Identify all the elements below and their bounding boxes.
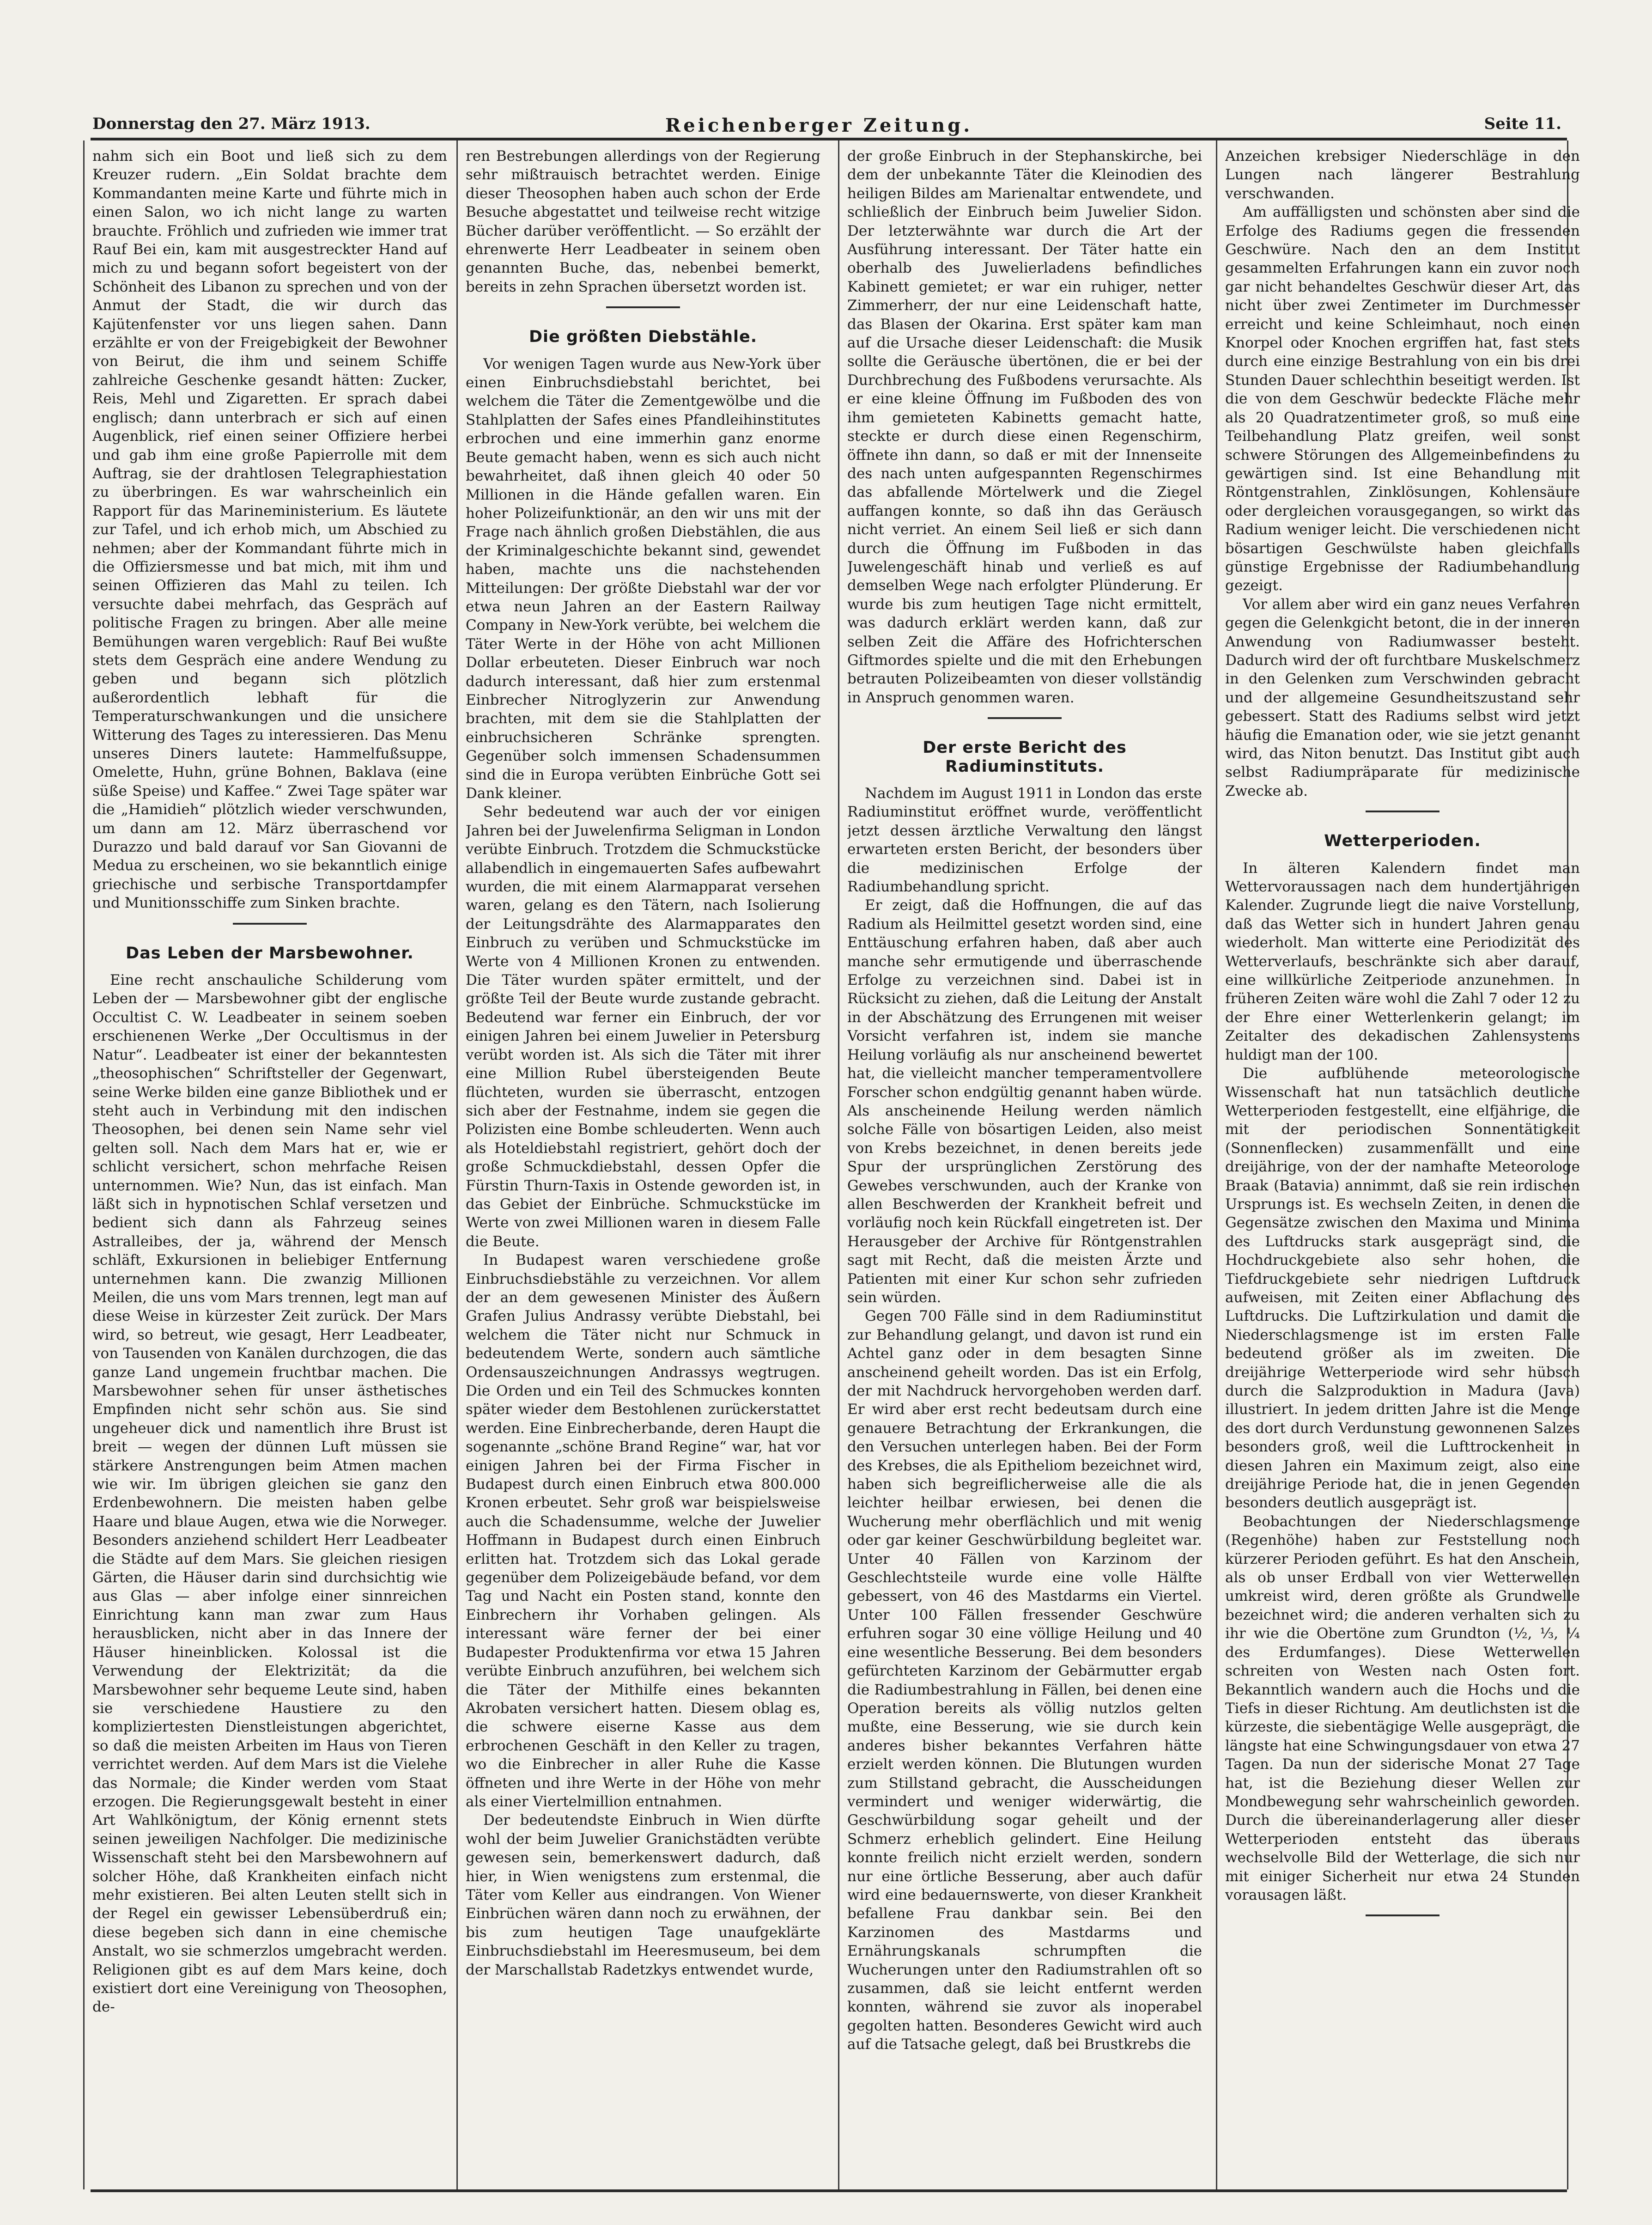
article-text: Anzeichen krebsiger Niederschläge in den Lungen nach längerer Bestrahlung verschwanden. xyxy=(1225,148,1580,202)
article-text: ren Bestrebungen allerdings von der Regierung sehr mißtrauisch betrachtet werden. Einige dieser Theosophen haben auch schon der Erde Besuche abgestattet und teilweise recht witzige Bücher darüber veröffentlicht. — So erzählt der ehrenwerte Herr Leadbeater in seinem oben genannten Buche, das, nebenbei bemerkt, bereits in zehn Sprachen übersetzt worden ist. xyxy=(466,148,820,295)
article-separator xyxy=(606,306,680,308)
article-text: In älteren Kalendern findet man Wettervoraussagen nach dem hundertjährigen Kalender. Zugrunde liegt die naive Vorstellung, daß das Wetter sich in hundert Jahren genau wiederholt. Man witterte eine Periodizität des Wetterverlaufs, beschränkte sich aber darauf, eine willkürliche Zeitperiode anzunehmen. In früheren Zeiten wäre wohl die Zahl 7 oder 12 zu der Ehre einer Wetterlenkerin gelangt; im Zeitalter des dekadischen Zahlensystems huldigt man der 100. xyxy=(1225,860,1580,1063)
column-1 xyxy=(92,147,447,2180)
column-rule-3 xyxy=(1216,140,1217,2189)
article-separator xyxy=(988,717,1062,719)
article-text: Am auffälligsten und schönsten aber sind die Erfolge des Radiums gegen die fressenden Geschwüre. Nach den an dem Institut gesammelten Erfahrungen kann ein zuvor noch gar nicht behandeltes Geschwür dieser Art, das nicht über zwei Zentimeter im Durchmesser erreicht und keine Schleimhaut, noch einen Knorpel oder Knochen ergriffen hat, fast stets durch eine einzige Bestrahlung von ein bis drei Stunden Dauer schlechthin beseitigt werden. Ist die von dem Geschwür bedeckte Fläche mehr als 20 Quadratzentimeter groß, so muß eine Teilbehandlung Platz greifen, weil sonst schwere Störungen des Allgemeinbefindens zu gewärtigen sind. Ist eine Behandlung mit Röntgenstrahlen, Zinklösungen, Kohlensäure oder dergleichen vorausgegangen, so wirkt das Radium weniger leicht. Die verschiedenen nicht bösartigen Geschwülste haben gleichfalls günstige Ergebnisse der Radiumbehandlung gezeigt. xyxy=(1225,204,1580,594)
article-text: Gegen 700 Fälle sind in dem Radiuminstitut zur Behandlung gelangt, und davon ist rund ein Achtel ganz oder in dem besagten Sinne anscheinend geheilt worden. Das ist ein Erfolg, der mit Nachdruck hervorgehoben werden darf. Er wird aber erst recht bedeutsam durch eine genauere Betrachtung der Erkrankungen, die den Versuchen unterlegen haben. Bei der Form des Krebses, die als Epitheliom bezeichnet wird, haben sich begreiflicherweise alle die als leichter heilbar erwiesen, bei denen die Wucherung mehr oberflächlich und mit wenig oder gar keiner Geschwürbildung begleitet war. Unter 40 Fällen von Karzinom der Geschlechtsteile wurde eine volle Hälfte gebessert, von 46 des Mastdarms ein Viertel. Unter 100 Fällen fressender Geschwüre erfuhren sogar 30 eine völlige Heilung und 40 eine wesentliche Besserung. Bei dem besonders gefürchteten Karzinom der Gebärmutter ergab die Radiumbestrahlung in Fällen, bei denen eine Operation bereits als völlig nutzlos gelten mußte, eine Besserung, wie sie durch kein anderes bisher bekanntes Verfahren hätte erzielt werden können. Die Blutungen wurden zum Stillstand gebracht, die Ausscheidungen vermindert und weniger widerwärtig, die Geschwürbildung sogar geheilt und der Schmerz erheblich gelindert. Eine Heilung konnte freilich nicht erzielt werden, sondern nur eine örtliche Besserung, aber auch dafür wird eine bedauernswerte, von dieser Krankheit befallene Frau dankbar sein. Bei den Karzinomen des Mastdarms und Ernährungskanals schrumpften die Wucherungen unter den Radiumstrahlen oft so zusammen, daß sie leicht entfernt werden konnten, während sie zuvor als inoperabel gegolten hatten. Besonderes Gewicht wird auch auf die Tatsache gelegt, daß bei Brustkrebs die xyxy=(847,1308,1202,2053)
article-separator xyxy=(233,923,307,925)
article-text: Sehr bedeutend war auch der vor einigen Jahren bei der Juwelenfirma Seligman in London verübte Einbruch. Trotzdem die Schmuckstücke allabendlich in eingemauerten Safes aufbewahrt wurden, die mit einem Alarmapparat versehen waren, gelang es den Tätern, nach Isolierung der Leitungsdrähte des Alarmapparates den Einbruch zu verüben und Schmuckstücke im Werte von 4 Millionen Kronen zu entwenden. Die Täter wurden später ermittelt, und der größte Teil der Beute wurde zustande gebracht. Bedeutend war ferner ein Einbruch, der vor einigen Jahren bei einem Juwelier in Petersburg verübt worden ist. Als sich die Täter mit ihrer eine Million Rubel übersteigenden Beute flüchteten, wurden sie überrascht, entzogen sich aber der Festnahme, indem sie gegen die Polizisten eine Bombe schleuderten. Wenn auch als Hoteldiebstahl registriert, gehört doch der große Schmuckdiebstahl, dessen Opfer die Fürstin Thurn-Taxis in Ostende geworden ist, in das Gebiet der Einbrüche. Schmuckstücke im Werte von zwei Millionen waren in diesem Falle die Beute. xyxy=(466,804,820,1250)
footer-rule xyxy=(91,2189,1567,2192)
article-heading-mars: Das Leben der Marsbewohner. xyxy=(126,944,414,963)
article-text: Der bedeutendste Einbruch in Wien dürfte wohl der beim Juwelier Granichstädten verübte gewesen sein, bemerkenswert dadurch, daß hier, in Wien wenigstens zum erstenmal, die Täter vom Keller aus eindrangen. Von Wiener Einbrüchen wären dann noch zu erwähnen, der bis zum heutigen Tage unaufgeklärte Einbruchsdiebstahl im Heeresmuseum, bei dem der Marschallstab Radetzkys entwendet wurde, xyxy=(466,1812,820,1978)
article-text: Beobachtungen der Niederschlagsmenge (Regenhöhe) haben zur Feststellung noch kürzerer Perioden geführt. Es hat den Anschein, als ob unser Erdball von vier Wetterwellen umkreist wird, deren größte als Grundwelle bezeichnet wird; die anderen verhalten sich zu ihr wie die Obertöne zum Grundton (½, ⅓, ¼ des Erdumfanges). Diese Wetterwellen schreiten von Westen nach Osten fort. Bekanntlich wandern auch die Hochs und die Tiefs in dieser Richtung. Am deutlichsten ist die kürzeste, die siebentägige Welle ausgeprägt, die längste hat eine Schwingungsdauer von etwa 27 Tagen. Da nun der siderische Monat 27 Tage hat, ist die Beziehung dieser Wellen zur Mondbewegung sehr wahrscheinlich geworden. Durch die übereinanderlagerung aller dieser Wetterperioden entsteht das überaus wechselvolle Bild der Wetterlage, die sich nur mit einiger Sicherheit nur etwa 24 Stunden vorausagen läßt. xyxy=(1225,1513,1580,1903)
column-rule-2 xyxy=(838,140,839,2189)
issue-date: Donnerstag den 27. März 1913. xyxy=(92,115,370,133)
article-heading-wetter: Wetterperioden. xyxy=(1324,832,1481,851)
article-text: Vor allem aber wird ein ganz neues Verfahren gegen die Gelenkgicht betont, die in der inneren Anwendung von Radiumwasser besteht. Dadurch wird der oft furchtbare Muskelschmerz in den Gelenken zum Verschwinden gebracht und der allgemeine Gesundheitszustand sehr gebessert. Statt des Radiums selbst wird jetzt häufig die Emanation oder, wie sie jetzt genannt wird, das Niton benutzt. Das Institut gibt auch selbst Radiumpräparate für medizinische Zwecke ab. xyxy=(1225,596,1580,799)
article-text: In Budapest waren verschiedene große Einbruchsdiebstähle zu verzeichnen. Vor allem der an dem gewesenen Minister des Äußern Grafen Julius Andrassy verübte Diebstahl, bei welchem die Täter nicht nur Schmuck in bedeutendem Werte, sondern auch sämtliche Ordensauszeichnungen Andrassys wegtrugen. Die Orden und ein Teil des Schmuckes konnten später wieder dem Bestohlenen zurückerstattet werden. Eine Einbrecherbande, deren Haupt die sogenannte „schöne Brand Regine“ war, hat vor einigen Jahren bei der Firma Fischer in Budapest durch einen Einbruch etwa 800.000 Kronen erbeutet. Sehr groß war beispielsweise auch die Schadensumme, welche der Juwelier Hoffmann in Budapest durch einen Einbruch erlitten hat. Trotzdem sich das Lokal gerade gegenüber dem Polizeigebäude befand, vor dem Tag und Nacht ein Posten stand, konnte den Einbrechern ihr Vorhaben gelingen. Als interessant wäre ferner der bei einer Budapester Produktenfirma vor etwa 15 Jahren verübte Einbruch anzuführen, bei welchem sich die Täter der Mithilfe eines bekannten Akrobaten versichert hatten. Diesem oblag es, die schwere eiserne Kasse aus dem erbrochenen Geschäft in den Keller zu tragen, wo die Einbrecher in aller Ruhe die Kasse öffneten und ihre Werte in der Höhe von mehr als einer Viertelmillion entnahmen. xyxy=(466,1252,820,1810)
article-text: Vor wenigen Tagen wurde aus New-York über einen Einbruchsdiebstahl berichtet, bei welchem die Täter die Zementgewölbe und die Stahlplatten der Safes eines Pfandleihinstitutes erbrochen und eine immerhin ganz enorme Beute gemacht haben, wenn es sich auch nicht bewahrheitet, daß ihnen gleich 40 oder 50 Millionen in die Hände gefallen waren. Ein hoher Polizeifunktionär, an den wir uns mit der Frage nach ähnlich großen Diebstählen, die aus der Kriminalgeschichte bekannt sind, gewendet haben, machte uns die nachstehenden Mitteilungen: Der größte Diebstahl war der vor etwa neun Jahren an der Eastern Railway Company in New-York verübte, bei welchem die Täter Werte in der Höhe von acht Millionen Dollar erbeuteten. Dieser Einbruch war noch dadurch interessant, daß hier zum erstenmal Einbrecher Nitroglyzerin zur Anwendung brachten, mit dem sie die Stahlplatten der einbruchsicheren Schränke sprengten. Gegenüber solch immensen Schadensummen sind die in Europa verübten Einbrüche Gott sei Dank kleiner. xyxy=(466,355,820,802)
article-text: Die aufblühende meteorologische Wissenschaft hat nun tatsächlich deutliche Wetterperioden festgestellt, eine elfjährige, die mit der periodischen Sonnentätigkeit (Sonnenflecken) zusammenfällt und eine dreijährige, von der der namhafte Meteorologe Braak (Batavia) annimmt, daß sie rein irdischen Ursprungs ist. Es wechseln Zeiten, in denen die Gegensätze zwischen den Maxima und Minima des Luftdrucks stark ausgeprägt sind, die Hochdruckgebiete also sehr hohen, die Tiefdruckgebiete sehr niedrigen Luftdruck aufweisen, mit Zeiten einer Abflachung des Luftdrucks. Die Luftzirkulation und damit die Niederschlagsmenge ist im ersten Falle bedeutend größer als im zweiten. Die dreijährige Wetterperiode wird sehr hübsch durch die Salzproduktion in Madura (Java) illustriert. In jedem dritten Jahre ist die Menge des dort durch Verdunstung gewonnenen Salzes besonders groß, weil die Lufttrockenheit in diesen Jahren ein Maximum zeigt, also eine dreijährige Periode hat, die in jenen Gegenden besonders deutlich ausgeprägt ist. xyxy=(1225,1065,1580,1512)
article-text: nahm sich ein Boot und ließ sich zu dem Kreuzer rudern. „Ein Soldat brachte dem Kommandanten meine Karte und führte mich in einen Salon, wo ich nicht lange zu warten brauchte. Fröhlich und zufrieden wie immer trat Rauf Bei ein, kam mit ausgestreckter Hand auf mich zu und begann sofort begeistert von der Schönheit des Libanon zu sprechen und von der Anmut der Stadt, die wir durch das Kajütenfenster vor uns liegen sahen. Dann erzählte er von der Freigebigkeit der Bewohner von Beirut, die ihm und seinem Schiffe zahlreiche Geschenke gesandt hätten: Zucker, Reis, Mehl und Zigaretten. Er sprach dabei englisch; dann unterbrach er sich auf einen Augenblick, rief einen seiner Offiziere herbei und gab ihm eine große Papierrolle mit dem Auftrag, sie der drahtlosen Telegraphiestation zu überbringen. Es war wahrscheinlich ein Rapport für das Marineministerium. Es läutete zur Tafel, und ich erhob mich, um Abschied zu nehmen; aber der Kommandant führte mich in die Offiziersmesse und bat mich, mit ihm und seinen Offizieren das Mahl zu teilen. Ich versuchte dabei mehrfach, das Gespräch auf politische Fragen zu bringen. Aber alle meine Bemühungen waren vergeblich: Rauf Bei wußte stets dem Gespräch eine andere Wendung zu geben und begann sich plötzlich außerordentlich lebhaft für die Temperaturschwankungen und die unsichere Witterung des Tages zu interessieren. Das Menu unseres Diners lautete: Hammelfußsuppe, Omelette, Huhn, grüne Bohnen, Baklava (eine süße Speise) und Kaffee.“ Zwei Tage später war die „Hamidieh“ plötzlich wieder verschwunden, um dann am 12. März überraschend vor Durazzo und bald darauf vor San Giovanni de Medua zu erscheinen, wo sie bekanntlich einige griechische und serbische Transportdampfer und Munitionsschiffe zum Sinken brachte. xyxy=(92,148,447,912)
column-3 xyxy=(847,147,1202,2180)
article-separator xyxy=(1366,811,1439,812)
column-4 xyxy=(1225,147,1580,2180)
column-rule-left xyxy=(83,140,85,2189)
page-header xyxy=(92,115,1561,147)
article-heading-diebstaehle: Die größten Diebstähle. xyxy=(528,328,758,347)
column-rule-1 xyxy=(456,140,458,2189)
article-heading-radium: Der erste Bericht des Radiuminstituts. xyxy=(923,738,1127,776)
page-number: Seite 11. xyxy=(1484,115,1561,133)
column-2 xyxy=(466,147,820,2180)
article-text: Eine recht anschauliche Schilderung vom Leben der — Marsbewohner gibt der englische Occultist C. W. Leadbeater in seinem soeben erschienenen Werke „Der Occultismus in der Natur“. Leadbeater ist einer der bekanntesten „theosophischen“ Schriftsteller der Gegenwart, seine Werke bilden eine ganze Bibliothek und er steht auch in Verbindung mit den indischen Theosophen, bei denen sein Name sehr viel gelten soll. Nach dem Mars hat er, wie er schlicht versichert, schon mehrfache Reisen unternommen. Wie? Nun, das ist einfach. Man läßt sich in hypnotischen Schlaf versetzen und bedient sich dann als Fahrzeug seines Astralleibes, der ja, während der Mensch schläft, Exkursionen in beliebiger Entfernung unternehmen kann. Die zwanzig Millionen Meilen, die uns vom Mars trennen, legt man auf diese Weise in kürzester Zeit zurück. Der Mars wird, so betreut, wie gesagt, Herr Leadbeater, von Tausenden von Kanälen durchzogen, die das ganze Land ungemein fruchtbar machen. Die Marsbewohner sehen für unser ästhetisches Empfinden nicht sehr schön aus. Sie sind ungeheuer dick und namentlich ihre Brust ist breit — wegen der dünnen Luft müssen sie stärkere Anstrengungen beim Atmen machen wie wir. Im übrigen gleichen sie ganz den Erdenbewohnern. Die meisten haben gelbe Haare und blaue Augen, etwa wie die Norweger. Besonders anziehend schildert Herr Leadbeater die Städte auf dem Mars. Sie gleichen riesigen Gärten, die Häuser darin sind durchsichtig wie aus Glas — aber infolge einer sinnreichen Einrichtung kann man zwar zum Haus herausblicken, nicht aber in das Innere der Häuser hineinblicken. Kolossal ist die Verwendung der Elektrizität; da die Marsbewohner sehr bequeme Leute sind, haben sie verschiedene Haustiere zu den kompliziertesten Dienstleistungen abgerichtet, so daß die meisten Arbeiten im Haus von Tieren verrichtet werden. Auf dem Mars ist die Vielehe das Normale; die Kinder werden vom Staat erzogen. Die Regierungsgewalt besteht in einer Art Wahlkönigtum, der König ernennt stets seinen jeweiligen Nachfolger. Die medizinische Wissenschaft steht bei den Marsbewohnern auf solcher Höhe, daß Krankheiten einfach nicht mehr existieren. Bei alten Leuten stellt sich in der Regel ein gewisser Lebensüberdruß ein; diese begeben sich dann in eine chemische Anstalt, wo sie schmerzlos umgebracht werden. Religionen gibt es auf dem Mars keine, doch existiert dort eine Vereinigung von Theosophen, de- xyxy=(92,972,447,2016)
article-end-separator xyxy=(1366,1914,1439,1916)
article-text: der große Einbruch in der Stephanskirche, bei dem der unbekannte Täter die Kleinodien des heiligen Bildes am Marienaltar entwendete, und schließlich der Einbruch beim Juwelier Sidon. Der letzterwähnte war durch die Art der Ausführung interessant. Der Täter hatte ein oberhalb des Juwelierladens befindliches Kabinett gemietet; er war ein ruhiger, netter Zimmerherr, der nur eine Leidenschaft hatte, das Blasen der Okarina. Erst später kam man auf die Ursache dieser Leidenschaft: die Musik sollte die Geräusche übertönen, die er bei der Durchbrechung des Fußbodens verursachte. Als er eine kleine Öffnung im Fußboden des von ihm gemieteten Kabinetts gemacht hatte, steckte er durch diese einen Regenschirm, öffnete ihn dann, so daß er mit der Innenseite des nach unten aufgespannten Regenschirmes das abfallende Mörtelwerk und die Ziegel auffangen konnte, so daß ihn das Geräusch nicht verriet. An einem Seil ließ er sich dann durch die Öffnung im Fußboden in das Juwelengeschäft hinab und verließ es auf demselben Wege nach erfolgter Plünderung. Er wurde bis zum heutigen Tage nicht ermittelt, was dadurch erklärt werden kann, daß zur selben Zeit die Affäre des Hofrichterschen Giftmordes spielte und die mit den Erhebungen betrauten Polizeibeamten von dieser vollständig in Anspruch genommen waren. xyxy=(847,148,1202,706)
article-text: Nachdem im August 1911 in London das erste Radiuminstitut eröffnet wurde, veröffentlicht jetzt dessen ärztliche Verwaltung den längst erwarteten ersten Bericht, der besonders über die medizinischen Erfolge der Radiumbehandlung spricht. xyxy=(847,785,1202,896)
article-text: Er zeigt, daß die Hoffnungen, die auf das Radium als Heilmittel gesetzt worden sind, eine Enttäuschung erfahren haben, daß aber auch manche sehr ermutigende und überraschende Erfolge zu verzeichnen sind. Dabei ist in Rücksicht zu ziehen, daß die Leitung der Anstalt in der Abschätzung des Errungenen mit weiser Vorsicht verfahren ist, indem sie manche Heilung vorläufig als nur anscheinend bewertet hat, die vielleicht mancher temperamentvollere Forscher schon endgültig genannt haben würde. Als anscheinende Heilung werden nämlich solche Fälle von bösartigen Leiden, also meist von Krebs bezeichnet, in denen bereits jede Spur der ursprünglichen Zerstörung des Gewebes verschwunden, auch der Kranke von allen Beschwerden der Krankheit befreit und vorläufig noch kein Rückfall eingetreten ist. Der Herausgeber der Archive für Röntgenstrahlen sagt mit Recht, daß die meisten Ärzte und Patienten mit einer Kur schon sehr zufrieden sein würden. xyxy=(847,897,1202,1306)
newspaper-title: Reichenberger Zeitung. xyxy=(665,115,973,136)
header-rule xyxy=(91,138,1567,140)
